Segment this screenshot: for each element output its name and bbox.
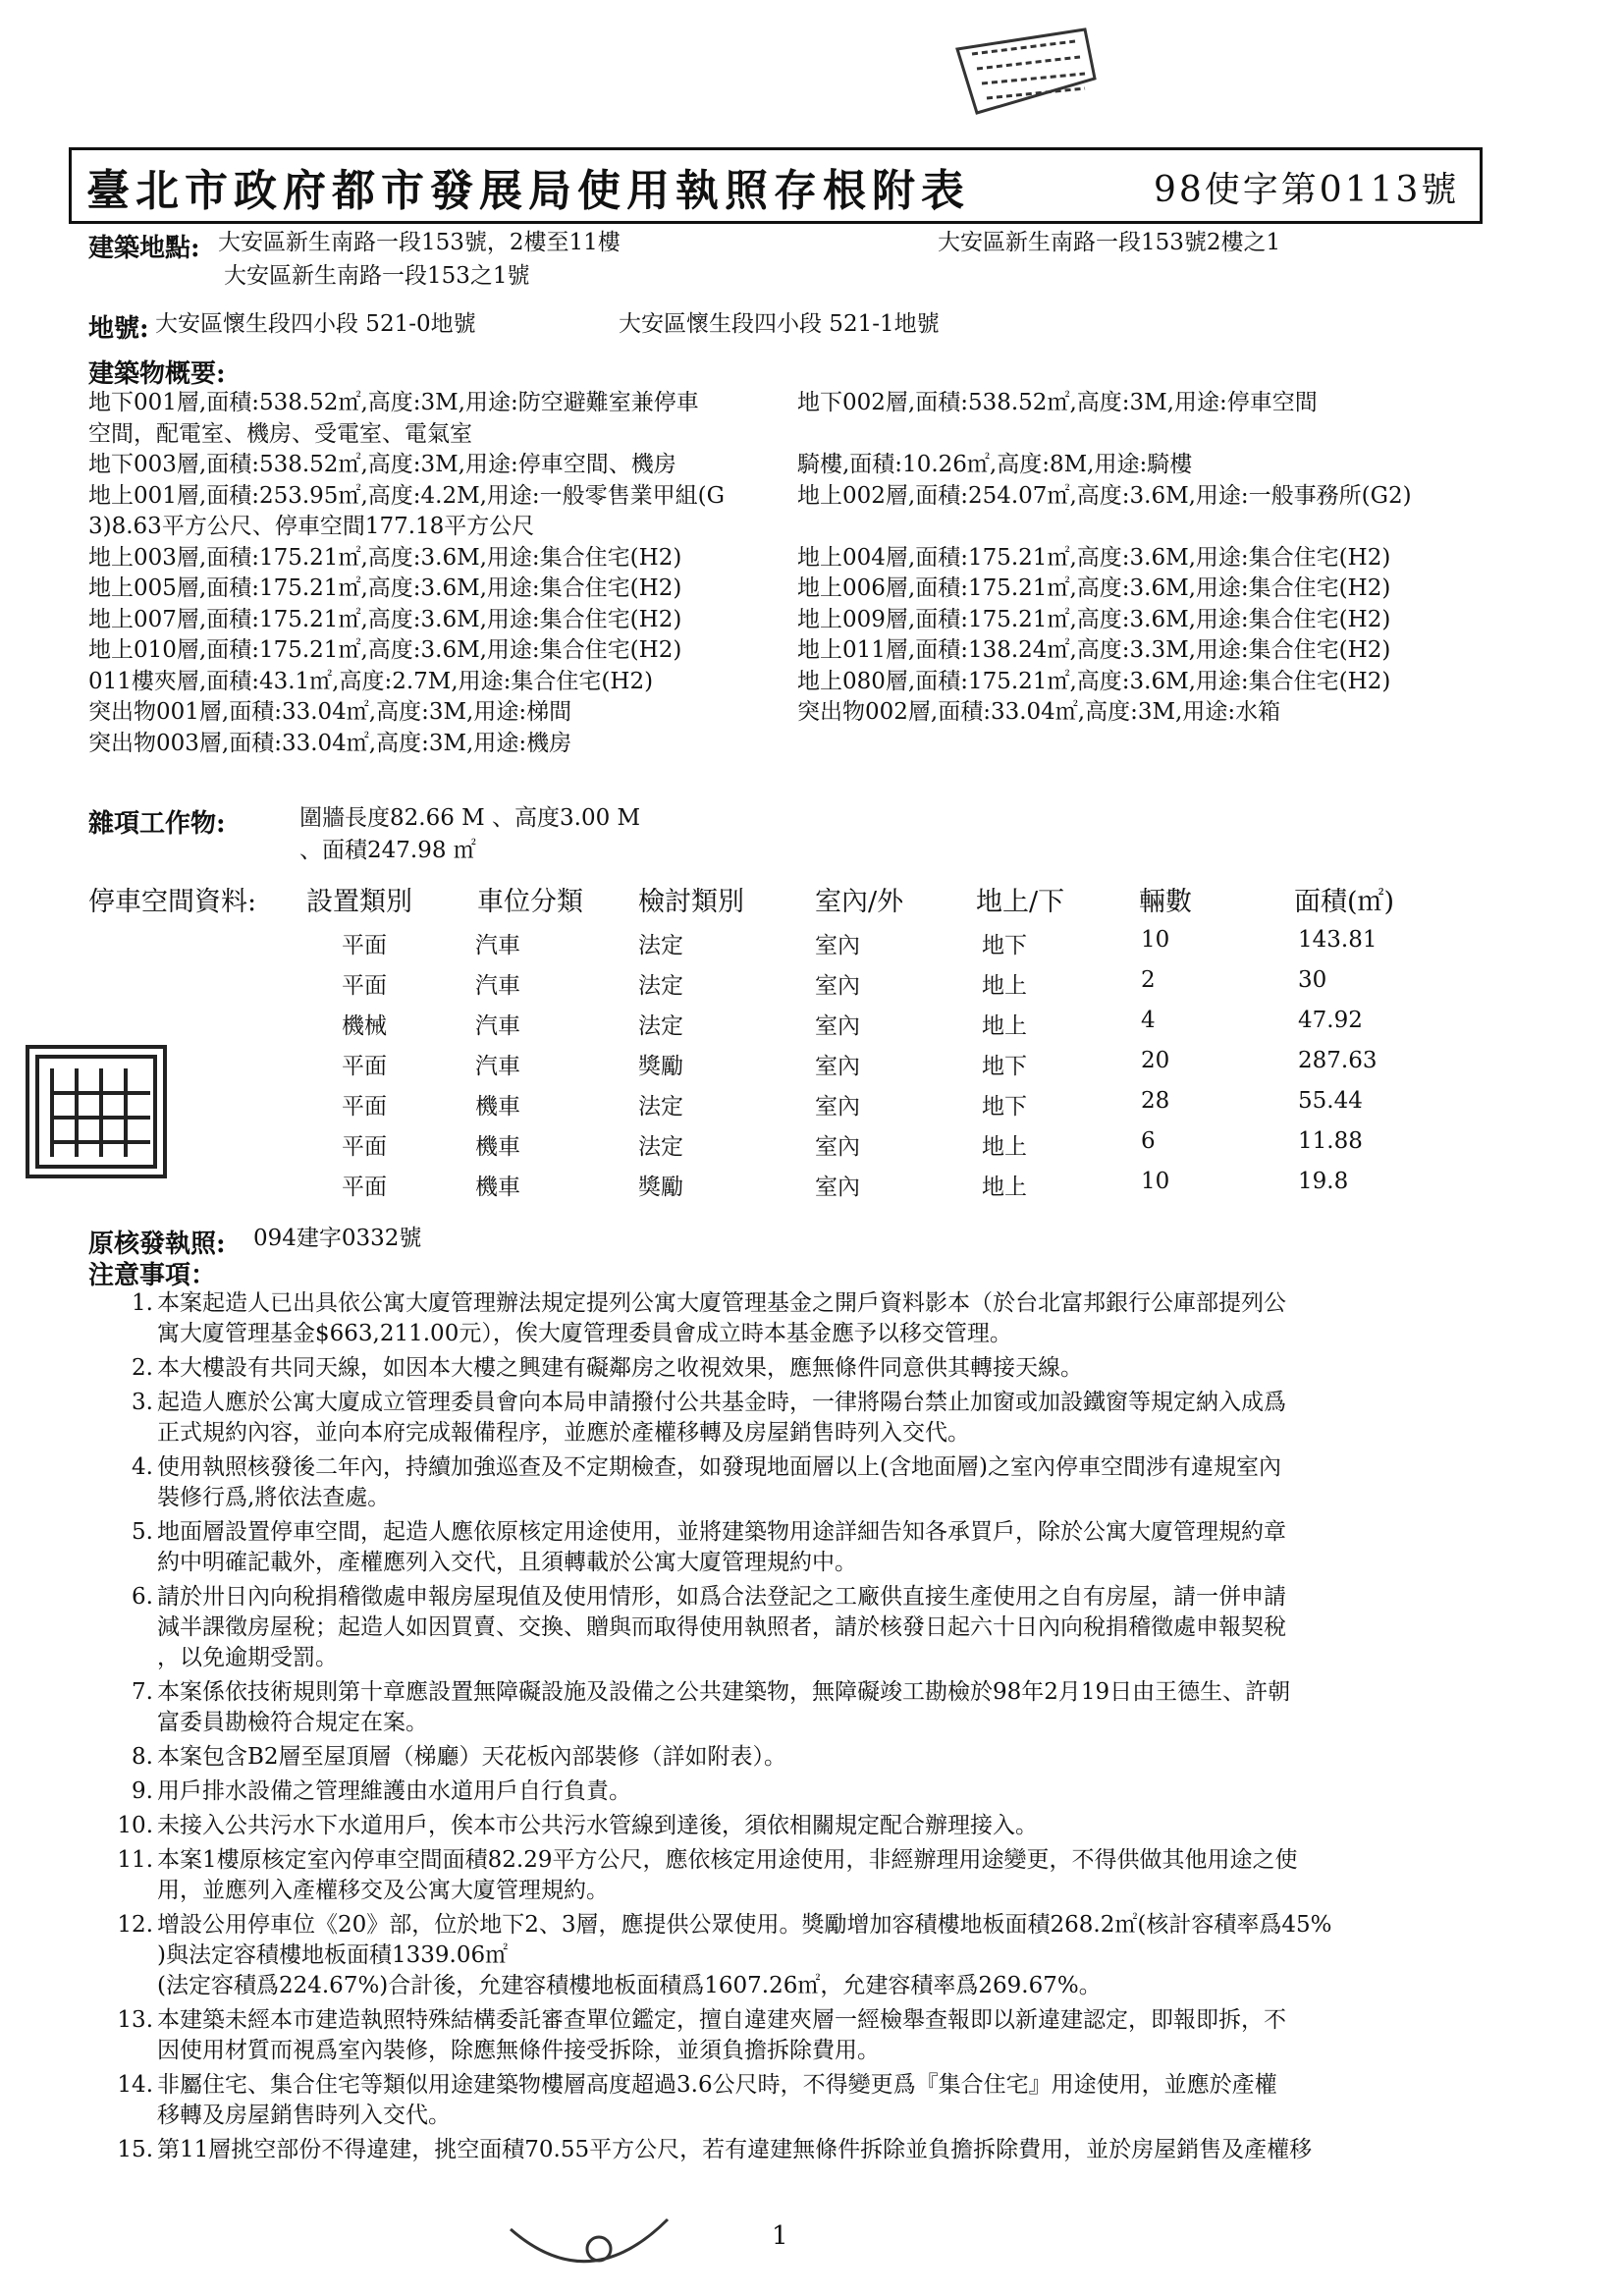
parking-cell: 法定 <box>638 1134 683 1160</box>
parking-cell: 室內 <box>815 1134 860 1160</box>
overview-line-right: 地上009層,面積:175.21㎡,高度:3.6M,用途:集合住宅(H2) <box>797 606 1391 632</box>
parking-cell: 10 <box>1141 927 1170 953</box>
parking-label: 停車空間資料: <box>88 887 257 917</box>
parking-cell: 室內 <box>815 1013 860 1039</box>
parking-cell: 地下 <box>982 1094 1027 1120</box>
note-text: )與法定容積樓地板面積1339.06㎡ <box>157 1942 509 1968</box>
note-text: (法定容積爲224.67%)合計後，允建容積樓地板面積爲1607.26㎡，允建容積率爲269.67%。 <box>157 1973 1102 1998</box>
overview-line-left: 突出物003層,面積:33.04㎡,高度:3M,用途:機房 <box>88 730 572 756</box>
note-text: 寓大廈管理基金$663,211.00元），俟大廈管理委員會成立時本基金應予以移交管理。 <box>157 1321 1012 1346</box>
parking-cell: 287.63 <box>1298 1048 1378 1073</box>
parking-cell: 汽車 <box>475 1013 520 1039</box>
note-number: 6. <box>132 1584 153 1610</box>
overview-line-right: 騎樓,面積:10.26㎡,高度:8M,用途:騎樓 <box>797 452 1193 477</box>
note-text: 非屬住宅、集合住宅等類似用途建築物樓層高度超過3.6公尺時，不得變更爲『集合住宅』用途使用，並應於產權 <box>157 2072 1277 2098</box>
note-number: 5. <box>132 1519 153 1545</box>
parking-cell: 2 <box>1141 967 1156 993</box>
lot-right: 大安區懷生段四小段 521-1地號 <box>619 311 940 337</box>
note-number: 14. <box>117 2072 153 2098</box>
parking-cell: 室內 <box>815 933 860 958</box>
note-text: 減半課徵房屋稅；起造人如因買賣、交換、贈與而取得使用執照者，請於核發日起六十日內向稅捐稽徵處申報契稅 <box>157 1614 1286 1640</box>
lot-label: 地號: <box>88 314 149 344</box>
parking-cell: 30 <box>1298 967 1327 993</box>
parking-cell: 平面 <box>342 1094 387 1120</box>
note-text: 本案1樓原核定室內停車空間面積82.29平方公尺，應依核定用途使用，非經辦理用途變更，不得供做其他用途之使 <box>157 1847 1298 1873</box>
note-text: 裝修行爲,將依法查處。 <box>157 1485 391 1510</box>
misc-line-2: 、面積247.98 ㎡ <box>299 838 476 863</box>
parking-cell: 汽車 <box>475 973 520 999</box>
note-text: 因使用材質而視爲室內裝修，除應無條件接受拆除，並須負擔拆除費用。 <box>157 2038 880 2063</box>
parking-cell: 28 <box>1141 1088 1170 1114</box>
parking-cell: 平面 <box>342 933 387 958</box>
parking-header: 室內/外 <box>815 887 904 917</box>
parking-cell: 汽車 <box>475 1054 520 1079</box>
note-text: 本大樓設有共同天線，如因本大樓之興建有礙鄰房之收視效果，應無條件同意供其轉接天線。 <box>157 1355 1083 1381</box>
note-text: 第11層挑空部份不得違建，挑空面積70.55平方公尺，若有違建無條件拆除並負擔拆除費用，並於房屋銷售及產權移 <box>157 2137 1313 2162</box>
notes-label: 注意事項： <box>88 1261 217 1290</box>
parking-cell: 143.81 <box>1298 927 1378 953</box>
overview-line-right: 地上080層,面積:175.21㎡,高度:3.6M,用途:集合住宅(H2) <box>797 668 1391 694</box>
parking-header: 地上/下 <box>976 887 1065 917</box>
page-number: 1 <box>772 2221 788 2251</box>
parking-cell: 獎勵 <box>638 1054 683 1079</box>
parking-cell: 地上 <box>982 1175 1027 1200</box>
parking-cell: 地下 <box>982 933 1027 958</box>
note-text: 起造人應於公寓大廈成立管理委員會向本局申請撥付公共基金時，一律將陽台禁止加窗或加設鐵窗等規定納入成爲 <box>157 1390 1286 1415</box>
parking-cell: 室內 <box>815 1054 860 1079</box>
location-line-1: 大安區新生南路一段153號，2樓至11樓 <box>218 230 621 255</box>
misc-label: 雜項工作物: <box>88 809 226 839</box>
note-number: 4. <box>132 1454 153 1480</box>
parking-cell: 11.88 <box>1298 1128 1363 1154</box>
note-text: 地面層設置停車空間，起造人應依原核定用途使用，並將建築物用途詳細告知各承買戶，除於公寓大廈管理規約章 <box>157 1519 1286 1545</box>
parking-header: 輛數 <box>1139 887 1192 917</box>
overview-line-right: 地下002層,面積:538.52㎡,高度:3M,用途:停車空間 <box>797 390 1318 415</box>
original-permit-label: 原核發執照: <box>88 1230 226 1259</box>
parking-cell: 平面 <box>342 1054 387 1079</box>
parking-cell: 平面 <box>342 1134 387 1160</box>
note-text: 本案係依技術規則第十章應設置無障礙設施及設備之公共建築物，無障礙竣工勘檢於98年2月19日由王德生、許朝 <box>157 1679 1291 1705</box>
permit-number: 98使字第0113號 <box>1154 170 1460 210</box>
parking-cell: 地下 <box>982 1054 1027 1079</box>
parking-cell: 機械 <box>342 1013 387 1039</box>
note-number: 1. <box>132 1290 153 1316</box>
parking-cell: 平面 <box>342 973 387 999</box>
note-text: ，以免逾期受罰。 <box>157 1645 338 1670</box>
note-text: 用，並應列入產權移交及公寓大廈管理規約。 <box>157 1878 609 1903</box>
note-number: 3. <box>132 1390 153 1415</box>
parking-header: 面積(㎡) <box>1294 887 1395 917</box>
overview-line-right: 地上004層,面積:175.21㎡,高度:3.6M,用途:集合住宅(H2) <box>797 544 1391 571</box>
note-text: 請於卅日內向稅捐稽徵處申報房屋現值及使用情形，如爲合法登記之工廠供直接生產使用之自有房屋，請一併申請 <box>157 1584 1286 1610</box>
parking-cell: 機車 <box>475 1175 520 1200</box>
note-number: 7. <box>132 1679 153 1705</box>
overview-line-left: 地下001層,面積:538.52㎡,高度:3M,用途:防空避難室兼停車 <box>88 390 699 415</box>
parking-cell: 地上 <box>982 1013 1027 1039</box>
overview-line-left: 突出物001層,面積:33.04㎡,高度:3M,用途:梯間 <box>88 699 572 725</box>
overview-line-right: 地上011層,面積:138.24㎡,高度:3.3M,用途:集合住宅(H2) <box>797 637 1391 663</box>
parking-cell: 平面 <box>342 1175 387 1200</box>
note-number: 10. <box>117 1813 153 1838</box>
overview-line-left: 011樓夾層,面積:43.1㎡,高度:2.7M,用途:集合住宅(H2) <box>88 668 654 694</box>
note-text: 本案起造人已出具依公寓大廈管理辦法規定提列公寓大廈管理基金之開戶資料影本（於台北富邦銀行公庫部提列公 <box>157 1290 1286 1316</box>
overview-line-left: 地上010層,面積:175.21㎡,高度:3.6M,用途:集合住宅(H2) <box>88 637 682 663</box>
misc-line-1: 圍牆長度82.66 M 、高度3.00 M <box>299 805 641 831</box>
note-number: 11. <box>117 1847 153 1873</box>
note-number: 15. <box>117 2137 153 2162</box>
parking-cell: 機車 <box>475 1134 520 1160</box>
parking-cell: 20 <box>1141 1048 1170 1073</box>
note-text: 用戶排水設備之管理維護由水道用戶自行負責。 <box>157 1778 631 1804</box>
parking-cell: 汽車 <box>475 933 520 958</box>
note-text: 本案包含B2層至屋頂層（梯廳）天花板內部裝修（詳如附表）。 <box>157 1744 787 1770</box>
overview-line-left: 3)8.63平方公尺、停車空間177.18平方公尺 <box>88 514 535 539</box>
note-number: 13. <box>117 2007 153 2033</box>
overview-label: 建築物概要: <box>88 359 226 389</box>
parking-cell: 55.44 <box>1298 1088 1363 1114</box>
location-right: 大安區新生南路一段153號2樓之1 <box>938 230 1281 255</box>
overview-line-left: 地上007層,面積:175.21㎡,高度:3.6M,用途:集合住宅(H2) <box>88 606 682 632</box>
seal-stamp-bottom <box>501 2210 677 2288</box>
parking-cell: 獎勵 <box>638 1175 683 1200</box>
note-text: 約中明確記載外，產權應列入交代，且須轉載於公寓大廈管理規約中。 <box>157 1550 857 1575</box>
parking-header: 車位分類 <box>477 887 583 917</box>
note-text: 未接入公共污水下水道用戶，俟本市公共污水管線到達後，須依相關規定配合辦理接入。 <box>157 1813 1038 1838</box>
overview-line-left: 地上005層,面積:175.21㎡,高度:3.6M,用途:集合住宅(H2) <box>88 575 682 601</box>
parking-cell: 6 <box>1141 1128 1156 1154</box>
overview-line-right: 突出物002層,面積:33.04㎡,高度:3M,用途:水箱 <box>797 699 1281 725</box>
overview-line-left: 地上003層,面積:175.21㎡,高度:3.6M,用途:集合住宅(H2) <box>88 544 682 571</box>
original-permit-value: 094建字0332號 <box>253 1226 422 1251</box>
parking-cell: 19.8 <box>1298 1169 1349 1194</box>
parking-cell: 47.92 <box>1298 1008 1363 1033</box>
overview-line-left: 地上001層,面積:253.95㎡,高度:4.2M,用途:一般零售業甲組(G <box>88 482 726 509</box>
page-title: 臺北市政府都市發展局使用執照存根附表 <box>86 166 970 216</box>
parking-cell: 法定 <box>638 1094 683 1120</box>
parking-cell: 10 <box>1141 1169 1170 1194</box>
overview-line-right: 地上006層,面積:175.21㎡,高度:3.6M,用途:集合住宅(H2) <box>797 575 1391 601</box>
note-text: 正式規約內容，並向本府完成報備程序，並應於產權移轉及房屋銷售時列入交代。 <box>157 1420 970 1446</box>
parking-cell: 4 <box>1141 1008 1156 1033</box>
parking-header: 檢討類別 <box>638 887 744 917</box>
note-text: 增設公用停車位《20》部，位於地下2、3層，應提供公眾使用。獎勵增加容積樓地板面積268.2㎡(核計容積率爲45% <box>157 1912 1332 1938</box>
note-number: 2. <box>132 1355 153 1381</box>
parking-cell: 地上 <box>982 973 1027 999</box>
note-number: 12. <box>117 1912 153 1938</box>
parking-header: 設置類別 <box>306 887 412 917</box>
note-text: 移轉及房屋銷售時列入交代。 <box>157 2103 451 2128</box>
overview-line-left: 空間，配電室、機房、受電室、電氣室 <box>88 420 472 447</box>
parking-cell: 室內 <box>815 973 860 999</box>
seal-stamp-top <box>938 20 1105 128</box>
overview-line-right: 地上002層,面積:254.07㎡,高度:3.6M,用途:一般事務所(G2) <box>797 482 1412 509</box>
note-number: 9. <box>132 1778 153 1804</box>
parking-cell: 機車 <box>475 1094 520 1120</box>
note-text: 富委員勘檢符合規定在案。 <box>157 1710 428 1735</box>
parking-cell: 法定 <box>638 1013 683 1039</box>
parking-cell: 法定 <box>638 933 683 958</box>
seal-stamp-left <box>18 1039 175 1186</box>
overview-line-left: 地下003層,面積:538.52㎡,高度:3M,用途:停車空間、機房 <box>88 452 676 477</box>
note-text: 使用執照核發後二年內，持續加強巡查及不定期檢查，如發現地面層以上(含地面層)之室內停車空間涉有違規室內 <box>157 1454 1281 1480</box>
note-text: 本建築未經本市建造執照特殊結構委託審查單位鑑定，擅自違建夾層一經檢舉查報即以新違建認定，即報即拆，不 <box>157 2007 1286 2033</box>
parking-cell: 室內 <box>815 1094 860 1120</box>
parking-cell: 地上 <box>982 1134 1027 1160</box>
parking-cell: 室內 <box>815 1175 860 1200</box>
location-label: 建築地點: <box>88 234 200 263</box>
location-line-2: 大安區新生南路一段153之1號 <box>224 263 530 289</box>
note-number: 8. <box>132 1744 153 1770</box>
parking-cell: 法定 <box>638 973 683 999</box>
lot-left: 大安區懷生段四小段 521-0地號 <box>155 311 476 337</box>
